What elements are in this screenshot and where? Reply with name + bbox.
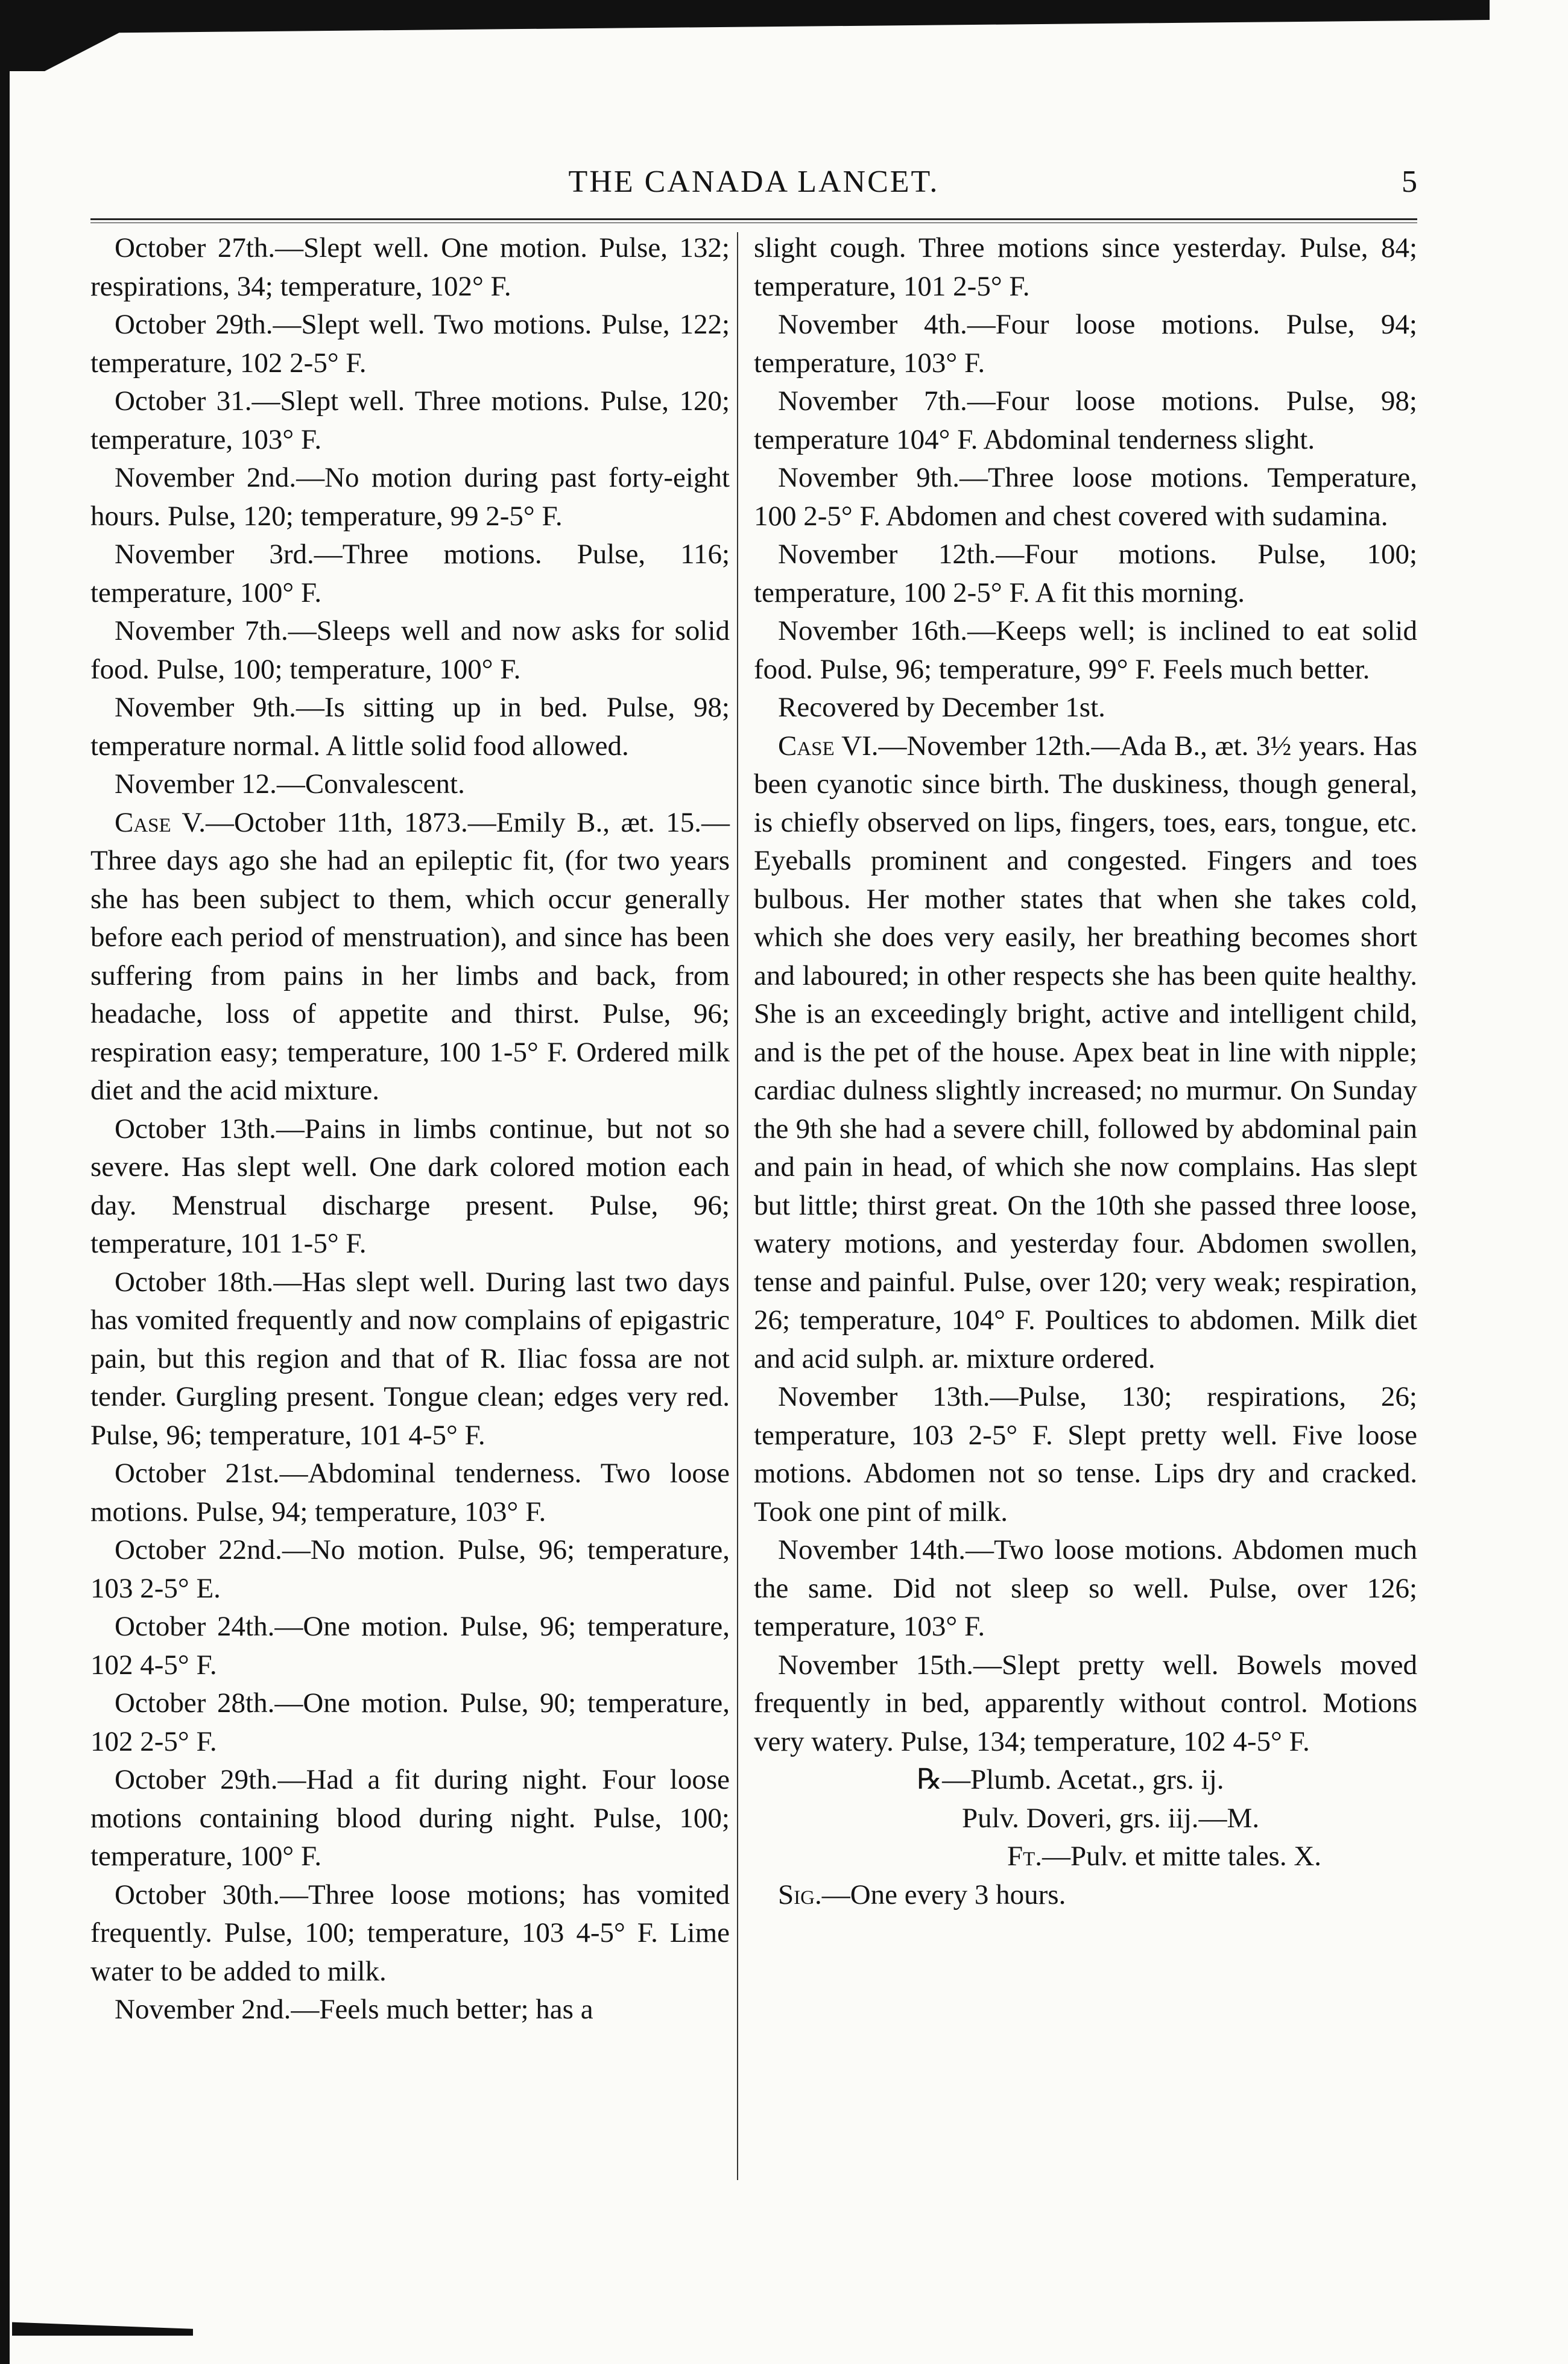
paragraph-text: November 2nd.—No motion during past forty-eight hours. Pulse, 120; temperature, 99 2-5° F. <box>90 462 730 532</box>
scan-edge-left <box>0 0 10 2364</box>
paragraph-text: Recovered by December 1st. <box>778 692 1105 723</box>
journal-title: THE CANADA LANCET. <box>568 165 940 199</box>
paragraph-text: November 7th.—Sleeps well and now asks for solid food. Pulse, 100; temperature, 100° F. <box>90 615 730 685</box>
case-paragraph <box>754 306 1417 382</box>
paragraph-text: November 12.—Convalescent. <box>115 768 465 800</box>
prescription-sig-text: —One every 3 hours. <box>821 1879 1066 1910</box>
paragraph-text: October 28th.—One motion. Pulse, 90; temperature, 102 2-5° F. <box>90 1687 730 1757</box>
case-paragraph <box>90 1608 730 1684</box>
paragraph-text: slight cough. Three motions since yesterday. Pulse, 84; temperature, 101 2-5° F. <box>754 232 1417 302</box>
paragraph-text: October 29th.—Slept well. Two motions. Pulse, 122; temperature, 102 2-5° F. <box>90 309 730 379</box>
paragraph-text: October 18th.—Has slept well. During last two days has vomited frequently and now complains of epigastric pain, but this region and that of R. Iliac fossa are not tender. Gurgling present. Tongue clean; edges very red. Pulse, 96; temperature, 101 4-5° F. <box>90 1266 730 1451</box>
paragraph-text: November 14th.—Two loose motions. Abdomen much the same. Did not sleep so well. Pulse, over 126; temperature, 103° F. <box>754 1534 1417 1642</box>
case-paragraph <box>90 536 730 612</box>
case-paragraph <box>754 1378 1417 1531</box>
header-rule <box>90 218 1417 223</box>
prescription-sig-label: Sig. <box>778 1879 822 1910</box>
case-paragraph <box>90 1110 730 1263</box>
case-paragraph <box>754 382 1417 459</box>
column-divider <box>737 232 738 2180</box>
paragraph-text: November 9th.—Three loose motions. Temperature, 100 2-5° F. Abdomen and chest covered with sudamina. <box>754 462 1417 532</box>
case-paragraph <box>754 689 1417 727</box>
case-paragraph <box>90 1991 730 2029</box>
case-paragraph <box>90 804 730 1110</box>
prescription-line-3 <box>754 1838 1417 1876</box>
paragraph-text: November 15th.—Slept pretty well. Bowels moved frequently in bed, apparently without control. Motions very watery. Pulse, 134; temperature, 102 4-5° F. <box>754 1649 1417 1757</box>
case-paragraph <box>90 1531 730 1608</box>
case-paragraph <box>90 612 730 689</box>
case-paragraph <box>90 765 730 804</box>
case-paragraph <box>754 459 1417 536</box>
prescription-line-2: Pulv. Doveri, grs. iij.—M. <box>962 1802 1260 1834</box>
case-paragraph <box>90 1684 730 1761</box>
prescription-ft-label: Ft. <box>1007 1841 1043 1872</box>
prescription-sig <box>754 1876 1417 1915</box>
paragraph-text: November 7th.—Four loose motions. Pulse, 98; temperature 104° F. Abdominal tenderness slight. <box>754 385 1417 455</box>
prescription-line-1: ℞—Plumb. Acetat., grs. ij. <box>917 1764 1224 1795</box>
paragraph-text: October 29th.—Had a fit during night. Four loose motions containing blood during night. Pulse, 100; temperature, 100° F. <box>90 1764 730 1872</box>
case-paragraph <box>754 612 1417 689</box>
paragraph-text: October 24th.—One motion. Pulse, 96; temperature, 102 4-5° F. <box>90 1611 730 1681</box>
case-paragraph <box>90 1455 730 1531</box>
page-header <box>90 164 1417 212</box>
left-column <box>90 229 730 2029</box>
case-paragraph <box>90 306 730 382</box>
paragraph-text: October 31.—Slept well. Three motions. Pulse, 120; temperature, 103° F. <box>90 385 730 455</box>
paragraph-text: October 30th.—Three loose motions; has vomited frequently. Pulse, 100; temperature, 103 4-5° F. Lime water to be added to milk. <box>90 1879 730 1987</box>
prescription <box>754 1761 1417 1914</box>
paragraph-text: —October 11th, 1873.—Emily B., æt. 15.—Three days ago she had an epileptic fit, (for two years she has been subject to them, which occur generally before each period of menstruation), and since has been suffering from pains in her limbs and back, from headache, loss of appetite and thirst. Pulse, 96; respiration easy; temperature, 100 1-5° F. Ordered milk diet and the acid mixture. <box>90 806 730 1106</box>
page-number: 5 <box>1402 165 1417 199</box>
paragraph-text: October 13th.—Pains in limbs continue, but not so severe. Has slept well. One dark colored motion each day. Menstrual discharge present. Pulse, 96; temperature, 101 1-5° F. <box>90 1113 730 1259</box>
paragraph-text: November 3rd.—Three motions. Pulse, 116; temperature, 100° F. <box>90 539 730 608</box>
scan-edge-bottom <box>12 2319 193 2336</box>
case-paragraph <box>90 689 730 765</box>
right-column-paragraphs <box>754 229 1417 1761</box>
case-paragraph <box>90 459 730 536</box>
scan-edge-top <box>0 0 1490 71</box>
case-paragraph <box>754 1531 1417 1646</box>
paragraph-text: November 16th.—Keeps well; is inclined to eat solid food. Pulse, 96; temperature, 99° F. Feels much better. <box>754 615 1417 685</box>
paragraph-text: October 21st.—Abdominal tenderness. Two loose motions. Pulse, 94; temperature, 103° F. <box>90 1458 730 1528</box>
case-paragraph <box>90 382 730 459</box>
paragraph-text: October 27th.—Slept well. One motion. Pulse, 132; respirations, 34; temperature, 102° F. <box>90 232 730 302</box>
case-label: Case VI. <box>778 730 879 762</box>
case-paragraph <box>90 1263 730 1455</box>
case-paragraph <box>754 1646 1417 1762</box>
paragraph-text: October 22nd.—No motion. Pulse, 96; temperature, 103 2-5° E. <box>90 1534 730 1604</box>
case-paragraph <box>754 536 1417 612</box>
case-paragraph <box>754 727 1417 1379</box>
paragraph-text: November 4th.—Four loose motions. Pulse, 94; temperature, 103° F. <box>754 309 1417 379</box>
case-paragraph <box>90 1876 730 1991</box>
paragraph-text: November 13th.—Pulse, 130; respirations, 26; temperature, 103 2-5° F. Slept pretty well. Five loose motions. Abdomen not so tense. Lips dry and cracked. Took one pint of milk. <box>754 1381 1417 1528</box>
case-label: Case V. <box>115 806 206 838</box>
case-paragraph <box>90 229 730 306</box>
paragraph-text: November 9th.—Is sitting up in bed. Pulse, 98; temperature normal. A little solid food allowed. <box>90 692 730 762</box>
right-column <box>754 229 1417 1914</box>
paragraph-text: —November 12th.—Ada B., æt. 3½ years. Has been cyanotic since birth. The duskiness, though general, is chiefly observed on lips, fingers, toes, ears, tongue, etc. Eyeballs prominent and congested. Fingers and toes bulbous. Her mother states that when she takes cold, which she does very easily, her breathing becomes short and laboured; in other respects she has been quite healthy. She is an exceedingly bright, active and intelligent child, and is the pet of the house. Apex beat in line with nipple; cardiac dulness slightly increased; no murmur. On Sunday the 9th she had a severe chill, followed by abdominal pain and pain in head, of which she now complains. Has slept but little; thirst great. On the 10th she passed three loose, watery motions, and yesterday four. Abdomen swollen, tense and painful. Pulse, over 120; very weak; respiration, 26; temperature, 104° F. Poultices to abdomen. Milk diet and acid sulph. ar. mixture ordered. <box>754 730 1417 1374</box>
paragraph-text: November 12th.—Four motions. Pulse, 100; temperature, 100 2-5° F. A fit this morning. <box>754 539 1417 608</box>
paragraph-text: November 2nd.—Feels much better; has a <box>115 1994 593 2025</box>
case-paragraph <box>754 229 1417 306</box>
prescription-ft-text: —Pulv. et mitte tales. X. <box>1042 1841 1322 1872</box>
case-paragraph <box>90 1761 730 1876</box>
